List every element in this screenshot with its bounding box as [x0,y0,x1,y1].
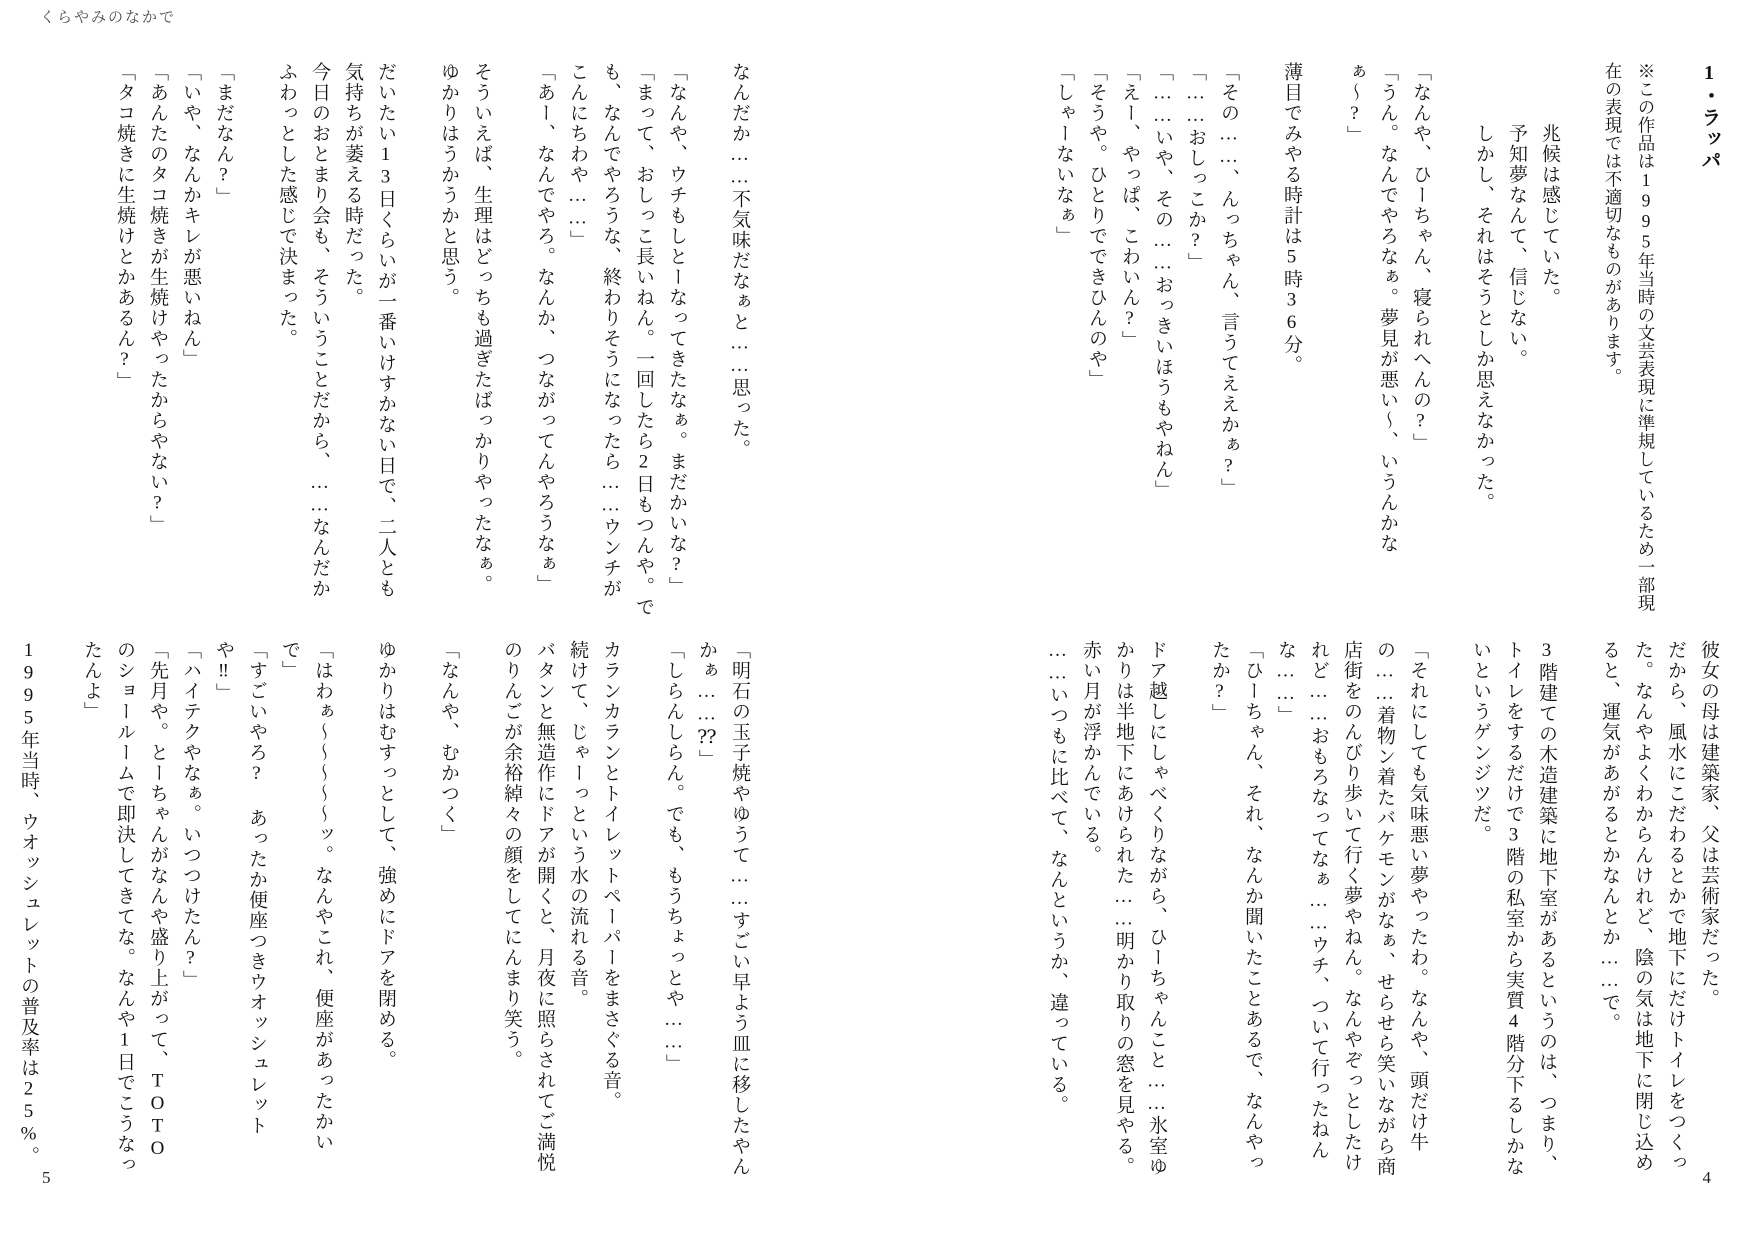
text-line: 「はわぁ〜〜〜〜〜ッ。なんやこれ、便座があったかいで」 [279,640,333,1153]
page5-top-band [40,62,756,618]
blank-line [402,62,432,618]
text-line: 「その……、んっちゃん、言うてええかぁ?」 [1218,62,1239,499]
text-line: しかし、それはそうとしか思えなかった。 [1473,62,1494,513]
text-line: 3階建ての木造建築に地下室があるというのは、つまり、トイレをするだけで3階の私室から実質4階分下るしかないというゲンジツだ。 [1470,640,1557,1177]
blank-line [240,62,270,618]
text-line: 1995年当時、ウオッシュレットの普及率は25%。 [18,640,39,1167]
page4-top-band [988,62,1725,618]
blank-line [693,62,723,618]
text-line: ゆかりはうかうかと思う。 [438,62,459,308]
blank-line [1563,640,1593,1180]
text-line: なんだか……不気味だなぁと……思った。 [729,62,750,460]
blank-line [1437,62,1467,618]
text-line: カランカランとトイレットペーパーをまさぐる音。 [600,640,621,1112]
text-line: 「あんたのタコ焼きが生焼けやったからやない?」 [147,62,168,536]
text-line: 「……いや、その……おっきいほうもやねん」 [1152,62,1173,501]
text-line: 赤い月が浮かんでいる。 [1080,640,1101,866]
blank-line [1566,62,1596,618]
page4-bottom-band [988,640,1725,1180]
blank-line [1308,62,1338,618]
text-line: 「うん。なんでやろなぁ。夢見が悪い〜、いうんかなぁ〜?」 [1344,62,1398,554]
text-line: 「しらんしらん。でも、もうちょっとや……」 [663,640,684,1075]
text-line: 「ハイテクやなぁ。いつつけたん?」 [180,640,201,991]
text-line: 「明石の玉子焼やゆうて……すごい早よう皿に移したやんかぁ……⁇」 [696,640,750,1177]
text-line: だから、風水にこだわるとかで地下にだけトイレをつくった。なんやよくわからんけれど、陰の気は地下に閉じ込めると、運気があがるとかなんとか……で。 [1599,640,1686,1173]
running-header: くらやみのなかで [40,9,177,26]
text-line: 「タコ焼きに生焼けとかあるん?」 [114,62,135,392]
text-line: 「先月や。とーちゃんがなんや盛り上がって、TOTOのショールームで即決してきてな。なんや1日でこうなったんよ」 [81,640,168,1175]
text-line: 薄目でみやる時計は5時36分。 [1281,62,1302,376]
text-line: 予知夢なんて、信じない。 [1506,62,1527,370]
text-line: 「ひーちゃん、それ、なんか聞いたことあるで、なんやったか?」 [1209,640,1263,1173]
text-line: 「えー、やっぱ、こわいん?」 [1119,62,1140,351]
text-line: だいたい13日くらいが一番いけすかない日で、二人とも気持ちが萎える時だった。 [342,62,396,599]
blank-line [1662,62,1692,618]
blank-line [1245,62,1275,618]
text-line: 「なんや、ひーちゃん、寝られへんの?」 [1410,62,1431,454]
text-line: ……いつもに比べて、なんというか、違っている。 [1047,640,1068,1116]
text-line: 「なんや、むかつく」 [438,640,459,845]
text-line: 「そうや。ひとりでできひんのや」 [1086,62,1107,390]
blank-line [498,62,528,618]
blank-line [627,640,657,1180]
text-line: 続けて、じゃーっという水の流れる音。 [567,640,588,1009]
page-5 [18,0,756,1240]
blank-line [1434,640,1464,1180]
blank-line [339,640,369,1180]
text-line: 「あー、なんでやろ。なんか、つながってんやろうなぁ」 [534,62,555,595]
text-line: 「まだなん?」 [213,62,234,208]
text-line: ゆかりはむすっとして、強めにドアを閉める。 [375,640,396,1071]
text-line: 「しゃーないなぁ」 [1053,62,1074,247]
text-line: 彼女の母は建築家、父は芸術家だった。 [1698,640,1719,1009]
text-line: 「……おしっこか?」 [1185,62,1206,273]
text-line: 「まって、おしっこ長いねん。一回したら2日もつんや。でも、なんでやろうな、終わりそうになったら……ウンチがこんにちわや……」 [567,62,654,618]
page5-bottom-band [18,640,756,1180]
blank-line [402,640,432,1180]
blank-line [1173,640,1203,1180]
page-4 [988,0,1725,1240]
page-number-left: 5 [42,1168,51,1187]
blank-line [465,640,495,1180]
blank-line [45,640,75,1180]
text-line: ドア越しにしゃべくりながら、ひーちゃんこと……氷室ゆかりは半地下にあけられた……明かり取りの窓を見やる。 [1113,640,1167,1177]
text-line: バタンと無造作にドアが開くと、月夜に照らされてご満悦のりんごが余裕綽々の顔をしてにんまり笑う。 [501,640,555,1173]
text-line: そういえば、生理はどっちも過ぎたばっかりやったなぁ。 [471,62,492,595]
text-line: 「いや、なんかキレが悪いねん」 [180,62,201,370]
disclaimer-note: ※この作品は1995年当時の文芸表現に準規しているため一部現在の表現では不適切なものがあります。 [1603,62,1656,612]
text-line: 「それにしても気味悪い夢やったわ。なんや、頭だけ牛の……着物ン着たバケモンがなぁ、せらせら笑いながら商店街をのんびり歩いて行く夢やねん。なんやぞっとしたけれど……おもろなってなぁ……ウチ、ついて行ったねんな……」 [1275,640,1428,1177]
page-number-right: 4 [1702,1168,1711,1187]
text-line: 兆候は感じていた。 [1539,62,1560,308]
text-line: 今日のおとまり会も、そういうことだから、……なんだかふわっとした感じで決まった。 [276,62,330,599]
chapter-title: 1・ラッパ [1698,62,1720,172]
text-line: 「なんや、ウチもしとーなってきたなぁ。まだかいな?」 [666,62,687,597]
text-line: 「すごいやろ? あったか便座つきウオッシュレットや‼」 [213,640,267,1136]
